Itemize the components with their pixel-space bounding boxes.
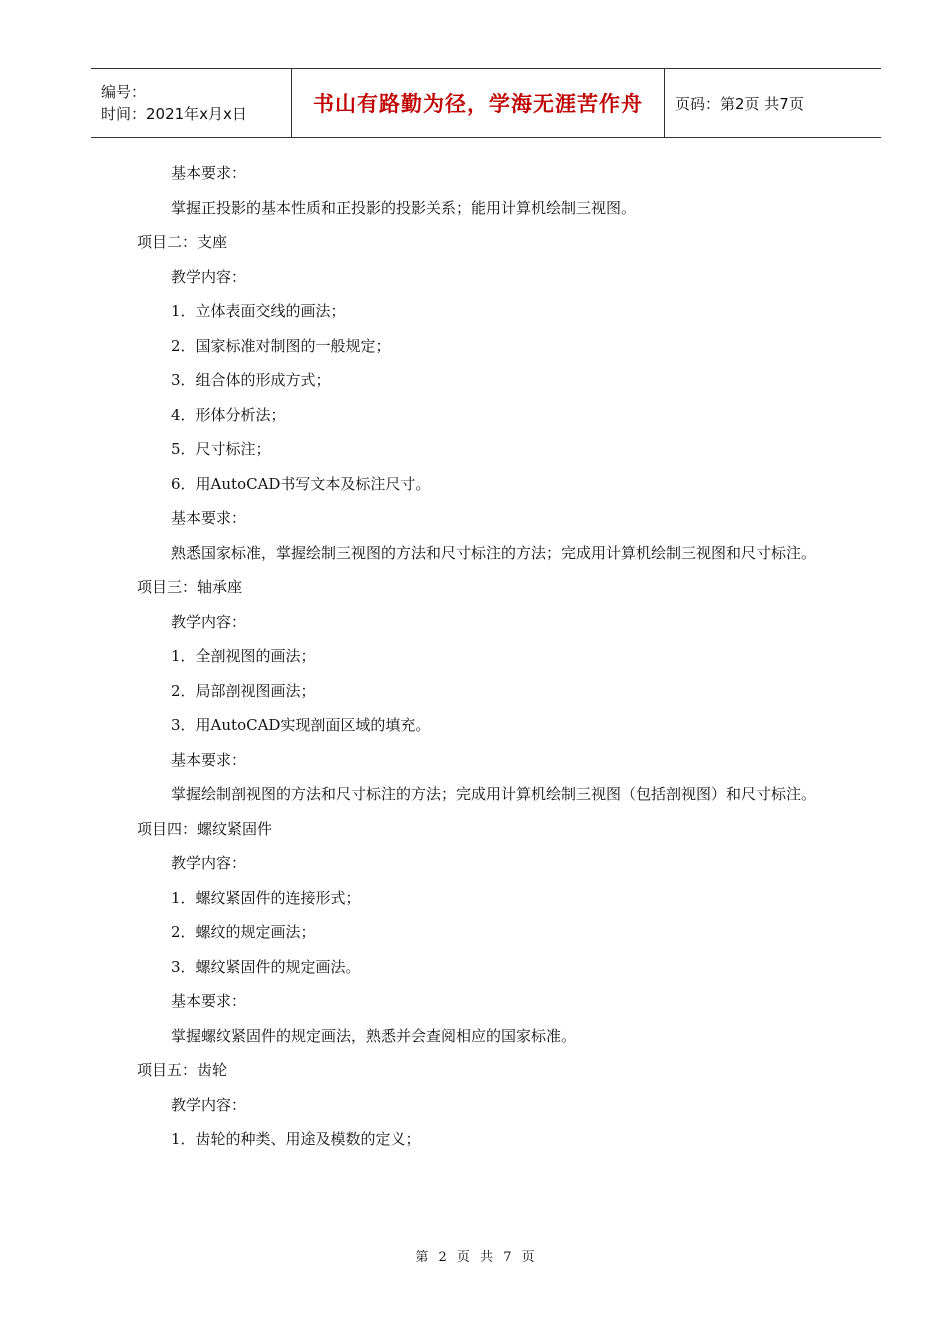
list-item: 4．形体分析法； xyxy=(171,405,286,424)
project-heading: 项目五：齿轮 xyxy=(137,1061,228,1079)
list-item: 3．组合体的形成方式； xyxy=(171,371,331,389)
motto: 书山有路勤为径，学海无涯苦作舟 xyxy=(313,92,643,116)
list-item: 3．用AutoCAD实现剖面区域的填充。 xyxy=(171,716,431,734)
number-label: 编号： xyxy=(101,83,147,101)
header-motto-cell xyxy=(292,69,665,137)
list-item: 2．国家标准对制图的一般规定； xyxy=(171,336,391,355)
list-item: 2．螺纹的规定画法； xyxy=(171,923,316,941)
paragraph: 掌握螺纹紧固件的规定画法，熟悉并会查阅相应的国家标准。 xyxy=(171,1026,577,1045)
section-label: 基本要求： xyxy=(171,164,247,182)
footer-page-number: 第 2 页 共 7 页 xyxy=(415,1250,535,1265)
section-label: 教学内容： xyxy=(171,612,247,631)
page-footer xyxy=(0,1246,950,1265)
list-item: 2．局部剖视图画法； xyxy=(171,681,316,700)
section-label: 教学内容： xyxy=(171,854,247,872)
project-heading: 项目四：螺纹紧固件 xyxy=(137,819,273,838)
section-label: 基本要求： xyxy=(171,992,247,1010)
section-label: 教学内容： xyxy=(171,1095,247,1114)
list-item: 1．螺纹紧固件的连接形式； xyxy=(171,888,361,907)
page-info: 页码：第2页 共7页 xyxy=(675,94,804,113)
list-item: 3．螺纹紧固件的规定画法。 xyxy=(171,957,361,976)
paragraph: 掌握正投影的基本性质和正投影的投影关系；能用计算机绘制三视图。 xyxy=(171,198,637,217)
project-heading: 项目三：轴承座 xyxy=(137,578,243,596)
section-label: 基本要求： xyxy=(171,509,247,527)
header-table xyxy=(91,68,881,138)
list-item: 6．用AutoCAD书写文本及标注尺寸。 xyxy=(171,474,431,493)
time-label: 时间：2021年x月x日 xyxy=(101,105,247,123)
list-item: 1．齿轮的种类、用途及模数的定义； xyxy=(171,1130,421,1148)
section-label: 基本要求： xyxy=(171,750,247,769)
paragraph: 熟悉国家标准，掌握绘制三视图的方法和尺寸标注的方法；完成用计算机绘制三视图和尺寸标注。 xyxy=(171,543,817,562)
document-body xyxy=(137,156,827,1157)
section-label: 教学内容： xyxy=(171,267,247,286)
list-item: 1．全剖视图的画法； xyxy=(171,647,316,665)
list-item: 5．尺寸标注； xyxy=(171,440,271,458)
header-meta xyxy=(91,69,292,137)
paragraph: 掌握绘制剖视图的方法和尺寸标注的方法；完成用计算机绘制三视图（包括剖视图）和尺寸标注。 xyxy=(171,785,817,803)
header-page-cell xyxy=(665,69,881,137)
list-item: 1．立体表面交线的画法； xyxy=(171,302,346,320)
project-heading: 项目二：支座 xyxy=(137,233,228,251)
